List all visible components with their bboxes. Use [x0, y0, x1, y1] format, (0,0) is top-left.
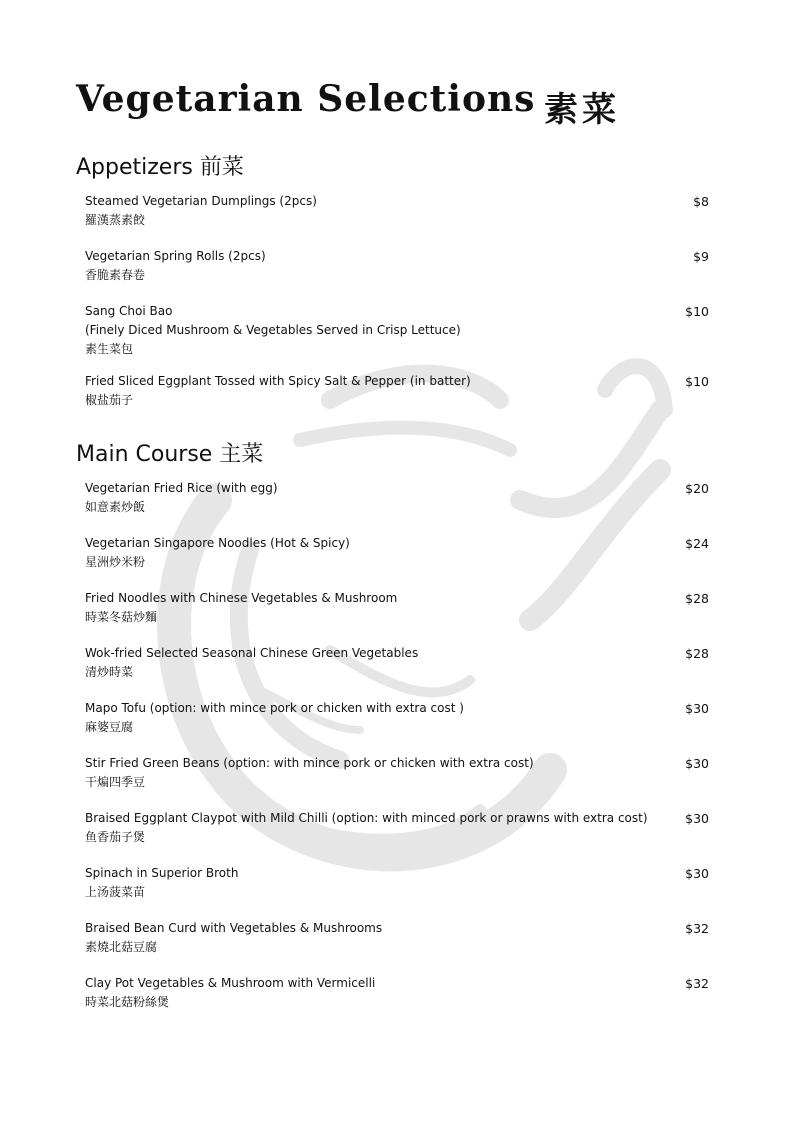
- item-price: $30: [685, 866, 709, 881]
- item-name-chinese: 素生菜包: [85, 342, 134, 356]
- menu-item: [85, 699, 712, 737]
- item-name: Mapo Tofu (option: with mince pork or chicken with extra cost ): [85, 701, 464, 715]
- item-description: (Finely Diced Mushroom & Vegetables Served in Crisp Lettuce): [85, 323, 461, 337]
- menu-item: [85, 974, 712, 1012]
- item-name-chinese: 時菜北菇粉絲煲: [85, 995, 170, 1009]
- item-price: $10: [685, 374, 709, 389]
- item-price: $28: [685, 591, 709, 606]
- item-name: Vegetarian Spring Rolls (2pcs): [85, 249, 266, 263]
- item-name: Steamed Vegetarian Dumplings (2pcs): [85, 194, 317, 208]
- menu-item: [85, 919, 712, 957]
- item-name: Stir Fried Green Beans (option: with mince pork or chicken with extra cost): [85, 756, 534, 770]
- item-price: $32: [685, 921, 709, 936]
- item-name: Braised Eggplant Claypot with Mild Chilli (option: with minced pork or prawns with extra cost): [85, 811, 648, 825]
- item-name-chinese: 鱼香茄子煲: [85, 830, 146, 844]
- item-name-chinese: 香脆素春卷: [85, 268, 146, 282]
- menu-item: [85, 247, 712, 285]
- item-name: Spinach in Superior Broth: [85, 866, 239, 880]
- item-name: Vegetarian Fried Rice (with egg): [85, 481, 278, 495]
- item-price: $28: [685, 646, 709, 661]
- item-price: $9: [693, 249, 709, 264]
- page-title-chinese: 素菜: [544, 90, 620, 130]
- item-name-chinese: 清炒時菜: [85, 665, 134, 679]
- item-name: Fried Sliced Eggplant Tossed with Spicy Salt & Pepper (in batter): [85, 374, 471, 388]
- item-name: Fried Noodles with Chinese Vegetables & Mushroom: [85, 591, 398, 605]
- item-name-chinese: 素燒北菇豆腐: [85, 940, 158, 954]
- section-title-appetizers: Appetizers 前菜: [76, 155, 244, 180]
- item-name-chinese: 干煸四季豆: [85, 775, 146, 789]
- item-price: $30: [685, 701, 709, 716]
- item-price: $24: [685, 536, 709, 551]
- item-name-chinese: 麻婆豆腐: [85, 720, 134, 734]
- menu-item: [85, 809, 712, 847]
- item-price: $30: [685, 811, 709, 826]
- item-name-chinese: 如意素炒飯: [85, 500, 146, 514]
- item-price: $32: [685, 976, 709, 991]
- item-name: Braised Bean Curd with Vegetables & Mushrooms: [85, 921, 383, 935]
- item-name-chinese: 椒盐茄子: [85, 393, 134, 407]
- item-name-chinese: 上汤菠菜苗: [85, 885, 146, 899]
- item-name: Clay Pot Vegetables & Mushroom with Vermicelli: [85, 976, 376, 990]
- menu-item: [85, 479, 712, 517]
- item-name-chinese: 星洲炒米粉: [85, 555, 146, 569]
- item-price: $10: [685, 304, 709, 319]
- section-title-main-course: Main Course 主菜: [76, 442, 264, 467]
- item-name-chinese: 時菜冬菇炒麵: [85, 610, 158, 624]
- menu-item: [85, 754, 712, 792]
- menu-item: [85, 534, 712, 572]
- page-title: Vegetarian Selections: [76, 78, 536, 120]
- item-name: Sang Choi Bao: [85, 304, 173, 318]
- menu-item: [85, 864, 712, 902]
- menu-item: [85, 302, 712, 359]
- item-name: Wok-fried Selected Seasonal Chinese Green Vegetables: [85, 646, 419, 660]
- item-price: $30: [685, 756, 709, 771]
- item-name-chinese: 羅漢蒸素餃: [85, 213, 146, 227]
- item-price: $8: [693, 194, 709, 209]
- menu-item: [85, 589, 712, 627]
- menu-item: [85, 372, 712, 410]
- menu-item: [85, 644, 712, 682]
- item-price: $20: [685, 481, 709, 496]
- menu-item: [85, 192, 712, 230]
- item-name: Vegetarian Singapore Noodles (Hot & Spicy): [85, 536, 350, 550]
